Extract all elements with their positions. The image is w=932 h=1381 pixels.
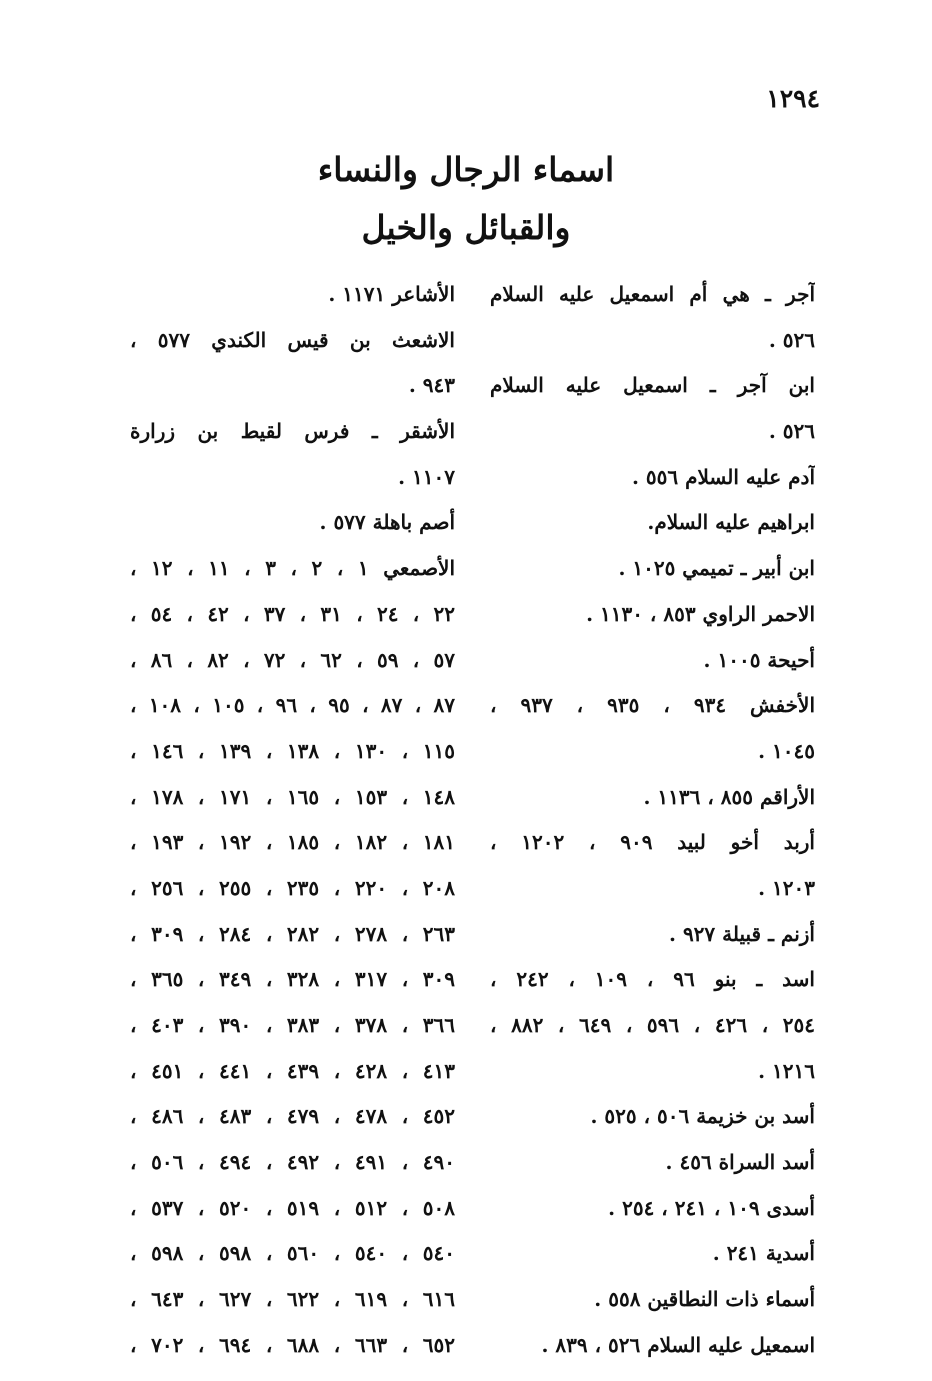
index-line: ٥٠٨ ، ٥١٢ ، ٥١٩ ، ٥٢٠ ، ٥٣٧ ،	[130, 1195, 455, 1220]
index-line: أسد بن خزيمة ٥٠٦ ، ٥٢٥ .	[590, 1104, 815, 1129]
index-line: الأصمعي ١ ، ٢ ، ٣ ، ١١ ، ١٢ ،	[130, 556, 455, 581]
index-line: أحيحة ١٠٠٥ .	[703, 647, 815, 672]
index-line: ٥٢٦ .	[768, 419, 815, 444]
index-line: ١١٠٧ .	[398, 464, 455, 489]
index-column-left	[130, 272, 455, 1369]
index-line: أصم باهلة ٥٧٧ .	[319, 510, 455, 535]
index-line: ٤٥٢ ، ٤٧٨ ، ٤٧٩ ، ٤٨٣ ، ٤٨٦ ،	[130, 1104, 455, 1129]
index-line: ٢٥٤ ، ٤٢٦ ، ٥٩٦ ، ٦٤٩ ، ٨٨٢ ،	[490, 1013, 815, 1037]
index-line: ١٤٨ ، ١٥٣ ، ١٦٥ ، ١٧١ ، ١٧٨ ،	[130, 784, 455, 809]
index-line: ٤٩٠ ، ٤٩١ ، ٤٩٢ ، ٤٩٤ ، ٥٠٦ ،	[130, 1150, 455, 1175]
index-line: ٥٧ ، ٥٩ ، ٦٢ ، ٧٢ ، ٨٢ ، ٨٦ ،	[130, 647, 455, 672]
index-line: ٩٤٣ .	[408, 373, 455, 398]
index-title-line-2: والقبائل والخيل	[361, 208, 571, 247]
index-line: الأخفش ٩٣٤ ، ٩٣٥ ، ٩٣٧ ،	[490, 693, 815, 718]
index-line: ٣٠٩ ، ٣١٧ ، ٣٢٨ ، ٣٤٩ ، ٣٦٥ ،	[130, 967, 455, 992]
index-line: ١٨١ ، ١٨٢ ، ١٨٥ ، ١٩٢ ، ١٩٣ ،	[130, 830, 455, 855]
index-line: ١٠٤٥ .	[758, 738, 815, 763]
index-line: ١٢٠٣ .	[758, 875, 815, 900]
index-line: الاشعث بن قيس الكندي ٥٧٧ ،	[130, 327, 455, 352]
index-line: الأشاعر ١١٧١ .	[328, 282, 455, 306]
index-line: ٣٦٦ ، ٣٧٨ ، ٣٨٣ ، ٣٩٠ ، ٤٠٣ ،	[130, 1013, 455, 1037]
page-number: ١٢٩٤	[766, 84, 820, 113]
index-title-line-1: اسماء الرجال والنساء	[317, 150, 615, 189]
index-line: ابن آجر ـ اسمعيل عليه السلام	[490, 373, 815, 398]
index-line: اسد ـ بنو ٩٦ ، ١٠٩ ، ٢٤٢ ،	[490, 967, 815, 992]
index-line: الأشقر ـ فرس لقيط بن زرارة	[130, 419, 455, 444]
index-line: الأراقم ٨٥٥ ، ١١٣٦ .	[643, 784, 815, 809]
index-line: ابن أبير ـ تميمي ١٠٢٥ .	[618, 556, 815, 581]
index-line: ٥٢٦ .	[768, 327, 815, 352]
index-line: ٢٠٨ ، ٢٢٠ ، ٢٣٥ ، ٢٥٥ ، ٢٥٦ ،	[130, 875, 455, 900]
index-line: ٥٤٠ ، ٥٤٠ ، ٥٦٠ ، ٥٩٨ ، ٥٩٨ ،	[130, 1241, 455, 1266]
index-line: ٨٧ ، ٨٧ ، ٩٥ ، ٩٦ ، ١٠٥ ، ١٠٨ ،	[130, 693, 455, 718]
index-line: الاحمر الراوي ٨٥٣ ، ١١٣٠ .	[586, 601, 815, 626]
index-line: أسماء ذات النطاقين ٥٥٨ .	[594, 1287, 815, 1312]
index-line: أسد السراة ٤٥٦ .	[665, 1150, 815, 1175]
index-line: ٢٢ ، ٢٤ ، ٣١ ، ٣٧ ، ٤٢ ، ٥٤ ،	[130, 601, 455, 626]
index-line: اسمعيل عليه السلام ٥٢٦ ، ٨٣٩ .	[541, 1332, 815, 1357]
index-line: ٢٦٣ ، ٢٧٨ ، ٢٨٢ ، ٢٨٤ ، ٣٠٩ ،	[130, 921, 455, 946]
index-line: آدم عليه السلام ٥٥٦ .	[631, 464, 815, 489]
index-line: أزنم ـ قبيلة ٩٢٧ .	[669, 921, 815, 946]
index-line: آجر ـ هي أم اسمعيل عليه السلام	[490, 282, 815, 306]
index-line: ٤١٣ ، ٤٢٨ ، ٤٣٩ ، ٤٤١ ، ٤٥١ ،	[130, 1058, 455, 1083]
index-line: أسدى ١٠٩ ، ٢٤١ ، ٢٥٤ .	[608, 1195, 815, 1220]
index-column-right	[490, 272, 815, 1369]
index-line: ابراهيم عليه السلام.	[647, 510, 815, 535]
index-line: ١١٥ ، ١٣٠ ، ١٣٨ ، ١٣٩ ، ١٤٦ ،	[130, 738, 455, 763]
index-line: ٦١٦ ، ٦١٩ ، ٦٢٢ ، ٦٢٧ ، ٦٤٣ ،	[130, 1287, 455, 1312]
index-line: ١٢١٦ .	[758, 1058, 815, 1083]
index-line: أربد أخو لبيد ٩٠٩ ، ١٢٠٢ ،	[490, 830, 815, 855]
index-line: ٦٥٢ ، ٦٦٣ ، ٦٨٨ ، ٦٩٤ ، ٧٠٢ ،	[130, 1332, 455, 1357]
index-line: أسدية ٢٤١ .	[712, 1241, 815, 1266]
